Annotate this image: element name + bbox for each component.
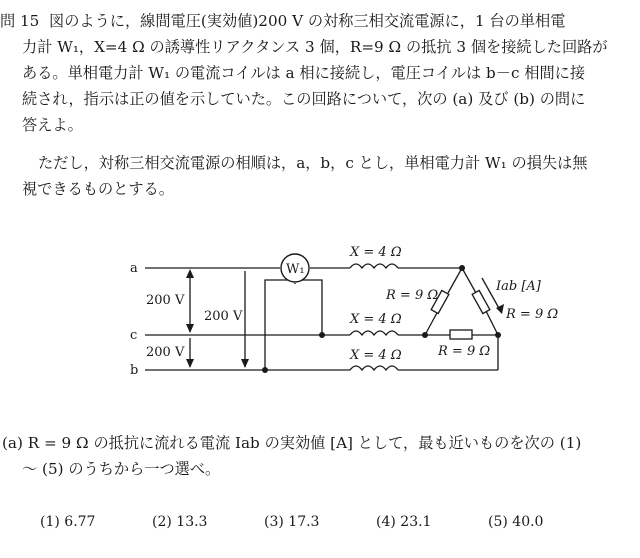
- choice-1-num: (1): [40, 514, 60, 530]
- note: [0, 150, 612, 202]
- resistor-bottom: [450, 330, 472, 339]
- delta-left-bottom: [425, 311, 438, 335]
- node-delta-right: [495, 332, 501, 338]
- problem-statement: [0, 8, 612, 138]
- phase-a-label: a: [130, 261, 138, 276]
- problem-line-4: 続され，指示は正の値を示していた。この回路について，次の (a) 及び (b) の問に: [22, 90, 586, 108]
- problem-text-1: 図のように，線間電圧(実効値)200 V の対称三相交流電源に，1 台の単相電: [49, 12, 566, 30]
- choice-5[interactable]: [488, 514, 543, 530]
- delta-left-top: [448, 268, 462, 293]
- subquestion-line-2: ～ (5) のうちから一つ選べ。: [22, 460, 221, 478]
- choice-2-num: (2): [152, 514, 172, 530]
- choice-1[interactable]: [40, 514, 95, 530]
- arrowhead-ac-down: [186, 324, 194, 333]
- reactance-label-b: X = 4 Ω: [350, 348, 402, 363]
- phase-c-label: c: [130, 328, 138, 343]
- choice-4[interactable]: [376, 514, 431, 530]
- node-voltage-c: [319, 332, 325, 338]
- arrowhead-cb-down: [186, 359, 194, 368]
- problem-line-3: ある。単相電力計 W₁ の電流コイルは a 相に接続し，電圧コイルは b－c 相間に接: [22, 64, 586, 82]
- resistor-label-bottom: R = 9 Ω: [438, 344, 491, 359]
- node-delta-left: [422, 332, 428, 338]
- subquestion-line-1: (a) R = 9 Ω の抵抗に流れる電流 Iab の実効値 [A] として，最も近いものを次の (1): [2, 434, 582, 452]
- resistor-label-left: R = 9 Ω: [386, 288, 439, 303]
- reactor-a: [350, 264, 398, 268]
- problem-line-2: 力計 W₁，X=4 Ω の誘導性リアクタンス 3 個，R=9 Ω の抵抗 3 個を接続した回路が: [22, 38, 608, 56]
- current-label: Iab [A]: [496, 279, 541, 294]
- delta-right-bottom: [486, 311, 498, 335]
- circuit-diagram: [100, 238, 580, 388]
- resistor-right: [472, 290, 490, 313]
- subquestion: [0, 430, 612, 482]
- reactor-b: [350, 366, 398, 370]
- wattmeter-label: W₁: [286, 262, 305, 277]
- choice-1-value: 6.77: [64, 514, 96, 530]
- choice-3[interactable]: [264, 514, 319, 530]
- reactance-label-c: X = 4 Ω: [350, 312, 402, 327]
- problem-line-5: 答えよ。: [22, 116, 83, 134]
- voltage-ac-label: 200 V: [146, 293, 185, 308]
- node-delta-top: [459, 265, 465, 271]
- voltage-cb-label: 200 V: [146, 345, 185, 360]
- voltage-coil-lead-b: [265, 280, 288, 370]
- arrowhead-ab-down: [241, 359, 249, 368]
- reactor-c: [350, 331, 398, 335]
- phase-b-label: b: [130, 363, 139, 378]
- choice-2-value: 13.3: [176, 514, 208, 530]
- choice-3-num: (3): [264, 514, 284, 530]
- choice-2[interactable]: [152, 514, 207, 530]
- problem-line-1: [0, 8, 612, 34]
- choice-5-value: 40.0: [512, 514, 544, 530]
- voltage-ab-label: 200 V: [204, 309, 243, 324]
- choice-5-num: (5): [488, 514, 508, 530]
- voltage-coil-lead-c: [302, 280, 322, 335]
- note-line-1: ただし，対称三相交流電源の相順は，a，b，c とし，単相電力計 W₁ の損失は無: [38, 154, 588, 172]
- arrowhead-ac-up: [186, 269, 194, 278]
- resistor-label-right: R = 9 Ω: [506, 307, 559, 322]
- node-voltage-b: [262, 367, 268, 373]
- choice-3-value: 17.3: [288, 514, 320, 530]
- choice-4-value: 23.1: [400, 514, 432, 530]
- choice-4-num: (4): [376, 514, 396, 530]
- problem-number: 問 15: [0, 12, 40, 30]
- reactance-label-a: X = 4 Ω: [350, 245, 402, 260]
- delta-right-top: [462, 268, 476, 293]
- note-line-2: 視できるものとする。: [22, 180, 174, 198]
